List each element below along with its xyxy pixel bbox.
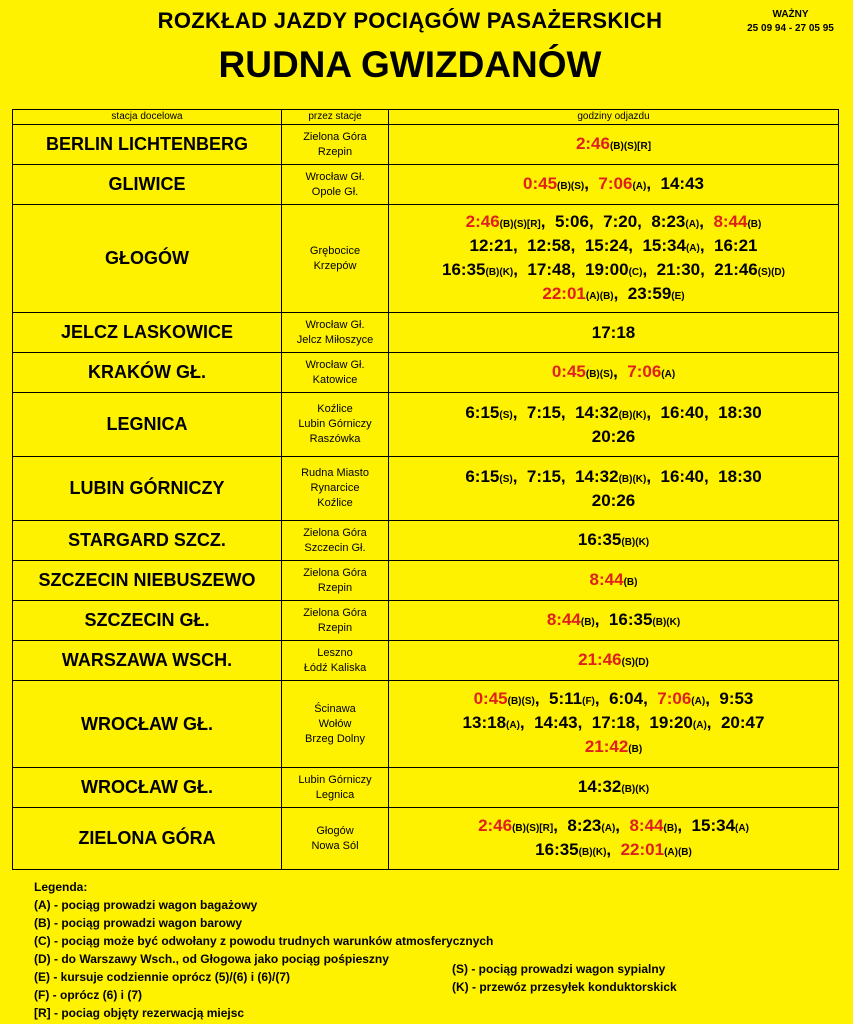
- via-cell: [282, 165, 389, 205]
- time-annotation: (B)(K): [621, 783, 650, 795]
- time-annotation: (B)(K): [652, 616, 681, 628]
- table-row: [13, 205, 839, 313]
- time-annotation: (C): [628, 266, 643, 278]
- departure-line: 12:21, 12:58, 15:24, 15:34(A), 16:21: [469, 235, 758, 255]
- time-value: 17:48: [527, 259, 571, 279]
- via-cell: [282, 205, 389, 313]
- departure-time: [714, 260, 785, 279]
- table-row: [13, 353, 839, 393]
- departure-time: [592, 323, 635, 342]
- time-value: 14:32: [577, 776, 622, 796]
- departure-time: [466, 212, 541, 231]
- departure-time: [534, 713, 577, 732]
- departure-times-cell: [389, 681, 839, 768]
- via-station: Wrocław Gł.: [305, 170, 365, 183]
- time-annotation: (A): [632, 180, 647, 192]
- via-station: Rzepin: [317, 581, 353, 594]
- via-station: Wrocław Gł.: [305, 318, 365, 331]
- departure-time: [575, 467, 646, 486]
- time-annotation: (B)(K): [578, 846, 607, 858]
- table-row: [13, 165, 839, 205]
- table-row: [13, 393, 839, 457]
- via-station: Szczecin Gł.: [304, 541, 366, 554]
- time-value: 16:35: [577, 529, 622, 549]
- table-row: [13, 313, 839, 353]
- departure-times-cell: [389, 165, 839, 205]
- validity-block: [728, 8, 853, 36]
- timetable: [12, 109, 839, 870]
- time-value: 7:20: [603, 211, 638, 231]
- time-value: 18:30: [718, 403, 762, 422]
- departure-time: [592, 427, 635, 446]
- destination-cell: WROCŁAW GŁ.: [13, 681, 282, 768]
- via-station: Katowice: [312, 373, 358, 386]
- departure-time: [628, 284, 685, 303]
- departure-line: [389, 776, 838, 800]
- time-value: 23:59: [627, 283, 672, 303]
- departure-times-cell: [389, 353, 839, 393]
- time-value: 21:30: [656, 259, 701, 279]
- time-annotation: (A): [691, 696, 706, 707]
- via-station: Rzepin: [317, 621, 353, 634]
- timetable-body: [13, 125, 839, 870]
- time-annotation: (A): [685, 218, 700, 230]
- time-annotation: (E): [671, 290, 685, 302]
- departure-time: [721, 713, 764, 732]
- station-name: RUDNA GWIZDANÓW: [218, 44, 602, 85]
- via-station: Jelcz Miłoszyce: [296, 333, 374, 346]
- time-value: 14:43: [534, 713, 578, 732]
- time-value: 15:34: [642, 235, 686, 255]
- departure-time: [598, 174, 646, 193]
- table-row: [13, 768, 839, 808]
- time-value: 8:44: [589, 569, 624, 589]
- time-value: 8:44: [629, 815, 664, 835]
- departure-line: 8:44(B), 16:35(B)(K): [546, 609, 681, 629]
- table-row: [13, 808, 839, 870]
- legend-item: (C) - pociąg może być odwołany z powodu trudnych warunków atmosferycznych: [34, 934, 494, 948]
- time-value: 19:00: [585, 259, 629, 279]
- timetable-header-row: [13, 110, 839, 125]
- time-value: 21:42: [584, 737, 629, 756]
- destination-cell: ZIELONA GÓRA: [13, 808, 282, 870]
- destination-cell: WARSZAWA WSCH.: [13, 641, 282, 681]
- departure-time: [718, 467, 761, 486]
- departure-time: [657, 260, 700, 279]
- departure-time: [609, 689, 643, 708]
- time-value: 2:46: [575, 133, 610, 153]
- time-value: 18:30: [718, 467, 762, 486]
- time-annotation: (S): [499, 474, 513, 485]
- time-value: 2:46: [478, 815, 513, 835]
- time-annotation: (S): [499, 410, 513, 421]
- departure-line: 2:46(B)(S)[R], 8:23(A), 8:44(B), 15:34(A): [478, 815, 749, 835]
- via-station: Rudna Miasto: [301, 467, 369, 479]
- via-station: Grębocice: [309, 244, 361, 257]
- time-annotation: (B): [628, 744, 643, 755]
- legend-item: (K) - przewóz przesyłek konduktorskick: [452, 980, 677, 994]
- time-annotation: (A): [601, 822, 616, 834]
- time-value: 7:15: [526, 403, 561, 422]
- departure-time: [609, 610, 680, 629]
- time-value: 20:26: [591, 491, 636, 510]
- via-station: Zielona Góra: [303, 130, 367, 143]
- departure-time: [661, 467, 704, 486]
- departure-line: 22:01(A)(B), 23:59(E): [542, 283, 685, 303]
- table-row: [13, 457, 839, 521]
- via-station: Krzepów: [313, 259, 357, 272]
- departure-times-cell: [389, 641, 839, 681]
- time-annotation: (S)(D): [621, 656, 649, 668]
- via-cell: [282, 681, 389, 768]
- timetable-title: ROZKŁAD JAZDY POCIĄGÓW PASAŻERSKICH: [157, 8, 663, 33]
- legend-item: (B) - pociąg prowadzi wagon barowy: [34, 916, 243, 930]
- destination-cell: GŁOGÓW: [13, 205, 282, 313]
- time-value: 16:40: [660, 403, 704, 422]
- time-annotation: (B)(S)[R]: [499, 218, 541, 230]
- departure-time: [527, 260, 570, 279]
- column-header-departures: godziny odjazdu: [389, 110, 839, 125]
- via-cell: [282, 353, 389, 393]
- via-station: Zielona Góra: [303, 606, 367, 619]
- time-annotation: (A): [685, 242, 700, 254]
- departure-time: [661, 403, 704, 422]
- departure-times-cell: [389, 393, 839, 457]
- via-cell: [282, 561, 389, 601]
- departure-line: [389, 426, 838, 447]
- time-value: 0:45: [473, 689, 508, 708]
- via-station: Zielona Góra: [303, 526, 367, 539]
- time-value: 8:44: [546, 609, 581, 629]
- via-station: Rynarcice: [310, 482, 360, 494]
- time-annotation: (B)(K): [621, 536, 650, 548]
- departure-time: [585, 260, 642, 279]
- time-annotation: (B)(S)[R]: [512, 822, 554, 834]
- column-header-destination: stacja docelowa: [13, 110, 282, 125]
- departure-time: [523, 174, 584, 193]
- departure-time: [535, 840, 606, 859]
- via-cell: [282, 601, 389, 641]
- time-value: 9:53: [719, 689, 754, 708]
- time-value: 20:47: [720, 713, 765, 732]
- destination-cell: GLIWICE: [13, 165, 282, 205]
- time-value: 8:44: [713, 211, 748, 231]
- time-annotation: (A)(B): [585, 290, 614, 302]
- time-value: 6:15: [465, 467, 500, 486]
- departure-time: [592, 491, 635, 510]
- departure-line: [389, 736, 838, 760]
- departure-line: 6:15(S), 7:15, 14:32(B)(K), 16:40, 18:30: [465, 467, 762, 486]
- departure-line: 16:35(B)(K), 17:48, 19:00(C), 21:30, 21:46(S)(D): [442, 259, 785, 279]
- via-station: Nowa Sól: [311, 839, 359, 852]
- departure-time: [552, 362, 613, 381]
- time-annotation: (B)(K): [485, 266, 514, 278]
- destination-cell: STARGARD SZCZ.: [13, 521, 282, 561]
- validity-label: WAŻNY: [772, 9, 809, 20]
- time-value: 17:18: [591, 323, 636, 342]
- departure-line: 0:45(B)(S), 5:11(F), 6:04, 7:06(A), 9:53: [473, 689, 754, 708]
- departure-time: [527, 403, 561, 422]
- time-annotation: (B)(S): [585, 368, 614, 380]
- destination-cell: LEGNICA: [13, 393, 282, 457]
- departure-time: [575, 403, 646, 422]
- departure-time: [442, 260, 513, 279]
- via-cell: [282, 808, 389, 870]
- departure-line: 0:45(B)(S), 7:06(A), 14:43: [523, 173, 704, 193]
- time-value: 0:45: [523, 173, 558, 193]
- departure-times-cell: [389, 457, 839, 521]
- time-value: 6:15: [465, 403, 500, 422]
- departure-times-cell: [389, 521, 839, 561]
- time-value: 15:34: [691, 815, 736, 835]
- departure-time: [627, 362, 675, 381]
- validity-dates: 25 09 94 - 27 05 95: [747, 23, 834, 34]
- time-value: 5:06: [554, 211, 589, 231]
- departure-time: [478, 816, 553, 835]
- via-station: Lubin Górniczy: [298, 773, 372, 786]
- departure-line: 16:35(B)(K), 22:01(A)(B): [535, 839, 692, 859]
- time-value: 7:15: [526, 467, 561, 486]
- via-cell: [282, 393, 389, 457]
- departure-time: [590, 570, 638, 589]
- time-value: 6:04: [609, 689, 644, 708]
- departure-times-cell: [389, 561, 839, 601]
- legend-item: (A) - pociąg prowadzi wagon bagażowy: [34, 898, 258, 912]
- time-value: 12:21: [469, 235, 513, 255]
- departure-time: [649, 713, 706, 732]
- time-value: 22:01: [620, 839, 665, 859]
- departure-time: [585, 737, 642, 756]
- time-value: 5:11: [549, 689, 583, 708]
- departure-time: [465, 403, 512, 422]
- departure-time: [463, 713, 520, 732]
- departure-time: [692, 816, 749, 835]
- destination-cell: JELCZ LASKOWICE: [13, 313, 282, 353]
- time-value: 2:46: [465, 211, 500, 231]
- departure-time: [642, 236, 699, 255]
- departure-time: [578, 650, 649, 669]
- time-value: 19:20: [649, 713, 693, 732]
- departure-time: [465, 467, 512, 486]
- time-value: 21:46: [578, 649, 622, 669]
- time-value: 15:24: [584, 235, 629, 255]
- departure-time: [629, 816, 677, 835]
- time-value: 0:45: [551, 361, 586, 381]
- departure-line: 6:15(S), 7:15, 14:32(B)(K), 16:40, 18:30: [465, 403, 762, 422]
- legend-title: Legenda:: [34, 880, 88, 894]
- departure-time: [527, 467, 561, 486]
- departure-time: [657, 689, 705, 708]
- legend-right: [452, 960, 677, 996]
- departure-time: [578, 530, 649, 549]
- table-row: [13, 561, 839, 601]
- departure-time: [527, 236, 570, 255]
- time-annotation: (B): [580, 616, 595, 628]
- departure-times-cell: [389, 768, 839, 808]
- destination-cell: SZCZECIN NIEBUSZEWO: [13, 561, 282, 601]
- time-annotation: (A): [692, 720, 707, 731]
- departure-time: [718, 403, 761, 422]
- legend-item: (F) - oprócz (6) i (7): [34, 988, 142, 1002]
- time-annotation: (B)(S): [557, 180, 585, 192]
- departure-time: [542, 284, 613, 303]
- via-cell: [282, 768, 389, 808]
- departure-time: [549, 689, 595, 708]
- via-station: Leszno: [317, 646, 353, 659]
- time-value: 16:35: [535, 839, 579, 859]
- time-value: 8:23: [651, 211, 686, 231]
- via-station: Wrocław Gł.: [305, 358, 365, 371]
- time-value: 21:46: [714, 259, 758, 279]
- via-cell: [282, 641, 389, 681]
- departure-line: [389, 529, 838, 553]
- legend-item: (E) - kursuje codziennie oprócz (5)/(6) i (6)/(7): [34, 970, 291, 984]
- time-annotation: (B): [623, 576, 638, 588]
- time-annotation: (B)(K): [618, 474, 647, 485]
- via-cell: [282, 457, 389, 521]
- via-station: Legnica: [315, 788, 355, 801]
- departure-times-cell: [389, 808, 839, 870]
- via-station: Raszówka: [309, 433, 361, 445]
- departure-line: 2:46(B)(S)[R], 5:06, 7:20, 8:23(A), 8:44(B): [465, 211, 762, 231]
- departure-time: [661, 174, 704, 193]
- time-value: 14:43: [660, 173, 704, 193]
- departure-time: [592, 713, 635, 732]
- departure-times-cell: [389, 205, 839, 313]
- table-row: [13, 125, 839, 165]
- time-annotation: (A): [661, 368, 676, 380]
- via-station: Brzeg Dolny: [305, 732, 365, 745]
- legend-item: (S) - pociąg prowadzi wagon sypialny: [452, 962, 666, 976]
- time-annotation: (A)(B): [664, 846, 692, 858]
- time-annotation: (B): [747, 218, 762, 230]
- departure-time: [621, 840, 692, 859]
- time-annotation: (B)(K): [618, 410, 647, 421]
- departure-times-cell: [389, 601, 839, 641]
- time-annotation: (B): [663, 822, 678, 834]
- destination-cell: WROCŁAW GŁ.: [13, 768, 282, 808]
- time-annotation: (B)(S)[R]: [609, 140, 652, 152]
- departure-time: [578, 777, 649, 796]
- table-row: [13, 601, 839, 641]
- via-station: Ścinawa: [314, 702, 356, 715]
- table-row: [13, 681, 839, 768]
- destination-cell: BERLIN LICHTENBERG: [13, 125, 282, 165]
- via-station: Opole Gł.: [311, 185, 359, 198]
- via-cell: [282, 125, 389, 165]
- departure-line: 0:45(B)(S), 7:06(A): [551, 361, 676, 381]
- via-cell: [282, 521, 389, 561]
- via-station: Lubin Górniczy: [298, 418, 372, 430]
- via-station: Wołów: [318, 717, 352, 730]
- time-annotation: (S)(D): [757, 266, 785, 278]
- time-value: 8:23: [567, 815, 602, 835]
- departure-time: [555, 212, 589, 231]
- departure-line: [389, 649, 838, 673]
- time-value: 12:58: [527, 235, 571, 255]
- time-value: 14:32: [575, 467, 619, 486]
- departure-time: [719, 689, 753, 708]
- time-annotation: (B)(S): [507, 696, 535, 707]
- legend-item: [R] - pociag objęty rezerwacją miejsc: [34, 1006, 245, 1020]
- departure-time: [567, 816, 615, 835]
- departure-line: [389, 322, 838, 343]
- time-value: 7:06: [627, 361, 662, 381]
- via-station: Zielona Góra: [303, 566, 367, 579]
- via-station: Koźlice: [317, 497, 353, 509]
- departure-time: [470, 236, 513, 255]
- via-station: Głogów: [316, 824, 354, 837]
- departure-time: [603, 212, 637, 231]
- departure-time: [585, 236, 628, 255]
- legend-item: (D) - do Warszawy Wsch., od Głogowa jako pociąg pośpieszny: [34, 952, 389, 966]
- via-station: Koźlice: [317, 403, 353, 415]
- time-value: 16:40: [660, 467, 704, 486]
- departure-time: [714, 236, 757, 255]
- departure-line: 13:18(A), 14:43, 17:18, 19:20(A), 20:47: [462, 713, 765, 732]
- departure-times-cell: [389, 125, 839, 165]
- departure-time: [576, 134, 651, 153]
- time-annotation: (A): [506, 720, 520, 731]
- time-value: 22:01: [542, 283, 586, 303]
- time-value: 14:32: [575, 403, 619, 422]
- table-row: [13, 641, 839, 681]
- departure-time: [547, 610, 595, 629]
- time-value: 16:21: [714, 235, 758, 255]
- time-value: 7:06: [598, 173, 633, 193]
- legend: [34, 878, 493, 1022]
- table-row: [13, 521, 839, 561]
- departure-line: [389, 490, 838, 511]
- departure-line: [389, 133, 838, 157]
- time-value: 17:18: [591, 713, 636, 732]
- via-cell: [282, 313, 389, 353]
- via-station: Łódź Kaliska: [303, 661, 367, 674]
- departure-time: [651, 212, 699, 231]
- time-value: 16:35: [608, 609, 653, 629]
- via-station: Rzepin: [317, 145, 353, 158]
- column-header-via: przez stacje: [282, 110, 389, 125]
- departure-time: [474, 689, 535, 708]
- time-value: 20:26: [591, 427, 636, 446]
- destination-cell: KRAKÓW GŁ.: [13, 353, 282, 393]
- departure-times-cell: [389, 313, 839, 353]
- destination-cell: SZCZECIN GŁ.: [13, 601, 282, 641]
- departure-line: [389, 569, 838, 593]
- departure-time: [713, 212, 761, 231]
- time-value: 7:06: [657, 689, 692, 708]
- time-annotation: (F): [582, 696, 595, 707]
- destination-cell: LUBIN GÓRNICZY: [13, 457, 282, 521]
- time-value: 16:35: [442, 259, 486, 279]
- time-annotation: (A): [735, 822, 749, 834]
- time-value: 13:18: [462, 713, 507, 732]
